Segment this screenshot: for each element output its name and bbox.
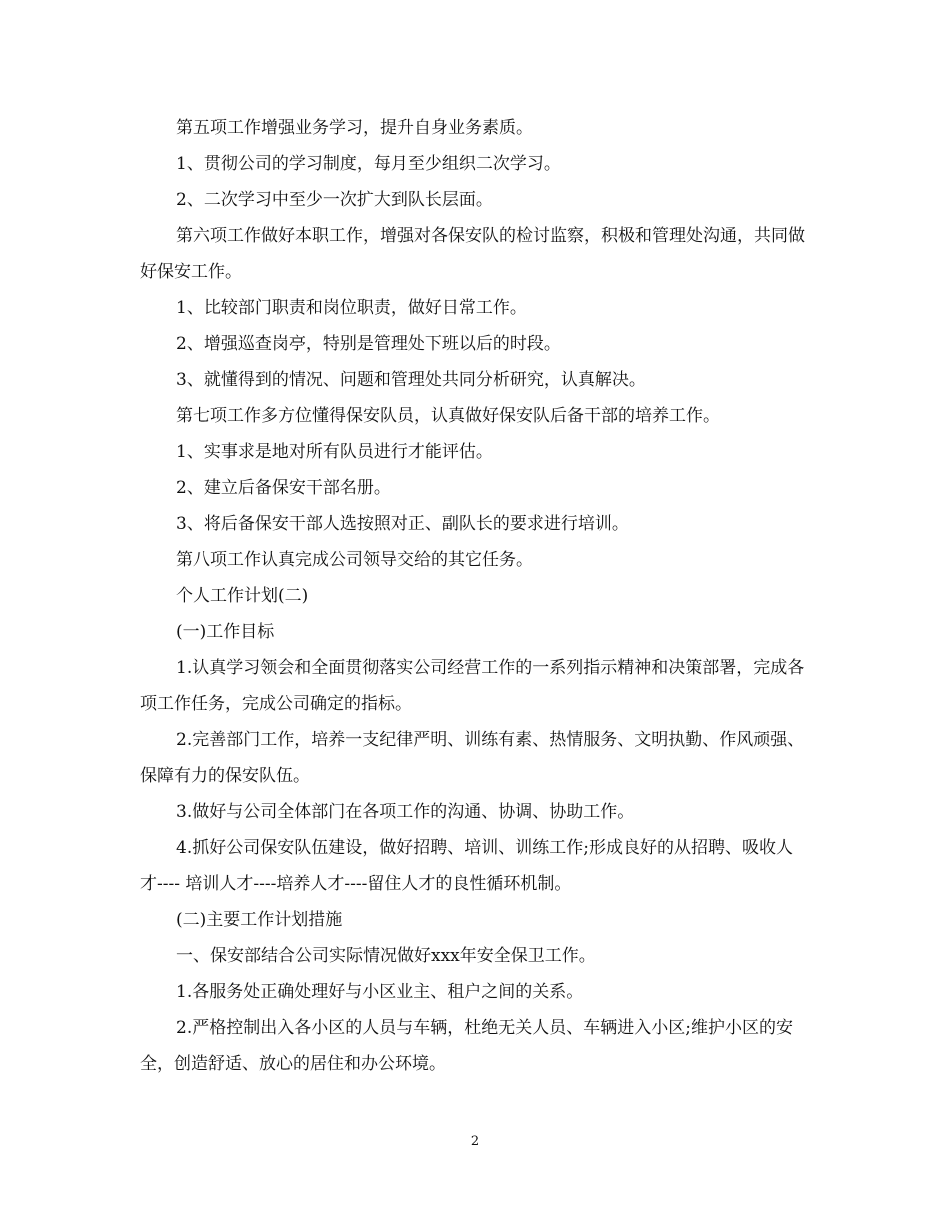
heading-plan-two: 个人工作计划(二) xyxy=(176,586,309,606)
paragraph-section-8-title: 第八项工作认真完成公司领导交给的其它任务。 xyxy=(176,550,533,570)
heading-work-goals: (一)工作目标 xyxy=(176,622,275,642)
paragraph-section-7-title: 第七项工作多方位懂得保安队员，认真做好保安队后备干部的培养工作。 xyxy=(176,406,720,426)
page-number: 2 xyxy=(470,1134,480,1149)
document-body xyxy=(140,110,812,1082)
paragraph-section-5-title: 第五项工作增强业务学习，提升自身业务素质。 xyxy=(176,118,533,138)
paragraph-goal-4: 4.抓好公司保安队伍建设，做好招聘、培训、训练工作;形成良好的从招聘、吸收人才---- 培训人才----培养人才----留住人才的良性循环机制。 xyxy=(140,838,793,894)
paragraph-section-6-item-1: 1、比较部门职责和岗位职责，做好日常工作。 xyxy=(176,298,527,318)
paragraph-section-7-item-1: 1、实事求是地对所有队员进行才能评估。 xyxy=(176,442,493,462)
paragraph-measure-1-item-1: 1.各服务处正确处理好与小区业主、租户之间的关系。 xyxy=(176,982,584,1002)
paragraph-section-7-item-2: 2、建立后备保安干部名册。 xyxy=(176,478,391,498)
paragraph-section-6-title: 第六项工作做好本职工作，增强对各保安队的检讨监察，积极和管理处沟通，共同做好保安工作。 xyxy=(140,226,805,282)
paragraph-section-7-item-3: 3、将后备保安干部人选按照对正、副队长的要求进行培训。 xyxy=(176,514,629,534)
paragraph-goal-3: 3.做好与公司全体部门在各项工作的沟通、协调、协助工作。 xyxy=(176,802,635,822)
paragraph-section-5-item-1: 1、贯彻公司的学习制度，每月至少组织二次学习。 xyxy=(176,154,561,174)
heading-main-measures: (二)主要工作计划措施 xyxy=(176,910,343,930)
paragraph-section-6-item-2: 2、增强巡查岗亭，特别是管理处下班以后的时段。 xyxy=(176,334,561,354)
paragraph-measure-1-item-2: 2.严格控制出入各小区的人员与车辆，杜绝无关人员、车辆进入小区;维护小区的安全，创造舒适、放心的居住和办公环境。 xyxy=(140,1018,793,1074)
paragraph-measure-1-title: 一、保安部结合公司实际情况做好xxx年安全保卫工作。 xyxy=(176,946,596,966)
paragraph-goal-2: 2.完善部门工作，培养一支纪律严明、训练有素、热情服务、文明执勤、作风顽强、保障有力的保安队伍。 xyxy=(140,730,805,786)
paragraph-goal-1: 1.认真学习领会和全面贯彻落实公司经营工作的一系列指示精神和决策部署，完成各项工作任务，完成公司确定的指标。 xyxy=(140,658,805,714)
paragraph-section-5-item-2: 2、二次学习中至少一次扩大到队长层面。 xyxy=(176,190,493,210)
paragraph-section-6-item-3: 3、就懂得到的情况、问题和管理处共同分析研究，认真解决。 xyxy=(176,370,646,390)
